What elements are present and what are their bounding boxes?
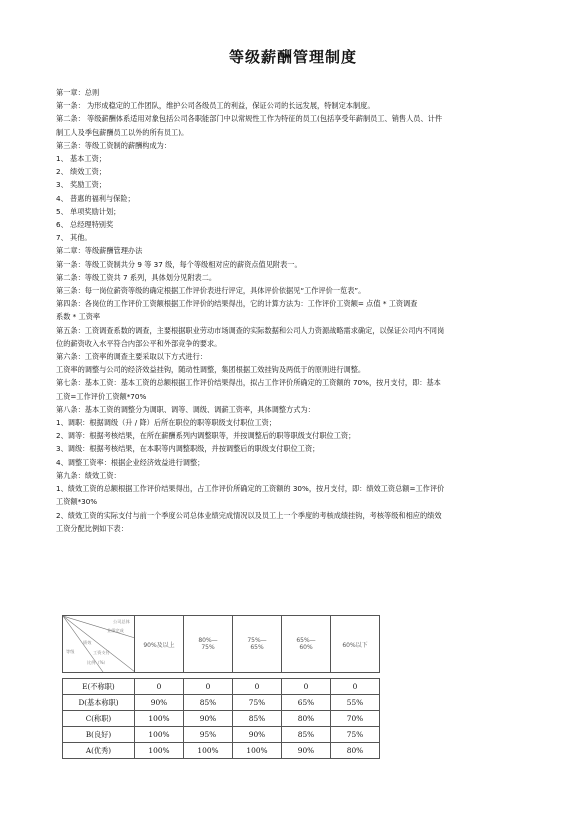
table-cell: 80% <box>331 743 380 759</box>
table-row <box>63 695 380 711</box>
table-cell: 55% <box>331 695 380 711</box>
table-cell: 0 <box>233 679 282 695</box>
body-line: 1、绩效工资的总额根据工作评价结果得出，占工作评价所确定的工资额的 30%，按月支付，即：绩效工资总额=工作评价 <box>56 484 445 494</box>
body-line: 7、 其他。 <box>56 233 92 243</box>
body-line: 第一条： 为形成稳定的工作团队，维护公司各级员工的利益，保证公司的长远发展，特制定本制度。 <box>56 101 375 111</box>
grade-label: B(良好) <box>63 727 135 743</box>
table-cell: 80% <box>282 711 331 727</box>
document-body <box>56 86 532 535</box>
diag-label: 等级 <box>66 649 75 654</box>
body-line: 1、 基本工资； <box>56 154 106 164</box>
body-line: 1、调职：根据调级（升 / 降）后所在职位的职等职级支付职位工资； <box>56 418 277 428</box>
body-line: 第一章：总则 <box>56 88 100 97</box>
body-line: 工资额*30% <box>56 497 98 507</box>
column-header: 60%以下 <box>331 616 380 673</box>
table-cell: 100% <box>184 743 233 759</box>
table-cell: 0 <box>135 679 184 695</box>
table-cell: 100% <box>233 743 282 759</box>
body-line: 位的薪资收入水平符合内部公平和外部竞争的要求。 <box>56 338 222 348</box>
table-cell: 100% <box>135 727 184 743</box>
body-line: 第九条：绩效工资： <box>56 470 121 480</box>
table-cell: 75% <box>331 727 380 743</box>
table-header-row <box>63 616 380 673</box>
body-line: 第八条：基本工资的调整分为调职、调等、调级、调薪工资率，具体调整方式为： <box>56 404 315 414</box>
diagonal-header-cell <box>63 616 135 673</box>
table-cell: 90% <box>233 727 282 743</box>
table-cell: 85% <box>282 727 331 743</box>
column-header: 90%及以上 <box>135 616 184 673</box>
table-row <box>63 743 380 759</box>
diag-label: 业绩完成 <box>107 628 124 633</box>
body-line: 5、 单项奖励计划； <box>56 206 121 216</box>
body-line: 4、 普惠的福利与保险； <box>56 193 135 203</box>
table-row <box>63 727 380 743</box>
body-line: 第二章：等级薪酬管理办法 <box>56 246 143 256</box>
table-cell: 75% <box>233 695 282 711</box>
column-header: 80%— 75% <box>184 616 233 673</box>
body-line: 第二条： 等级薪酬体系适用对象包括公司各职能部门中以常规性工作为特征的员工(包括享受年薪制员工、销售人员、计件 <box>56 114 443 124</box>
performance-pay-table <box>62 615 380 759</box>
diag-label: 工资支付 <box>93 650 110 655</box>
body-line: 制工人及季包薪酬员工以外的所有员工)。 <box>56 127 189 137</box>
body-line: 第二条：等级工资共 7 系列，具体划分见附表二。 <box>56 272 217 282</box>
table-row <box>63 711 380 727</box>
body-line: 系数 * 工资率 <box>56 312 101 322</box>
body-line: 第六条：工资率的调查主要采取以下方式进行： <box>56 352 207 362</box>
table-row <box>63 679 380 695</box>
body-line: 3、调级：根据考核结果，在本职等内调整职级，并按调整后的职级支付职位工资； <box>56 444 320 454</box>
table-cell: 90% <box>282 743 331 759</box>
body-line: 第三条：等级工资制的薪酬构成为： <box>56 140 172 150</box>
body-line: 6、 总经理特别奖 <box>56 220 114 230</box>
body-line: 第七条：基本工资：基本工资的总额根据工作评价结果得出，拟占工作评价所确定的工资额的 70%，按月支付，即：基本 <box>56 378 441 388</box>
grade-label: E(不称职) <box>63 679 135 695</box>
grade-label: D(基本称职) <box>63 695 135 711</box>
diag-label: 绩效 <box>83 640 92 645</box>
grade-label: C(称职) <box>63 711 135 727</box>
table-cell: 95% <box>184 727 233 743</box>
body-line: 第一条：等级工资制共分 9 等 37 级，每个等级相对应的薪资点值见附表一。 <box>56 259 302 269</box>
body-line: 3、 奖励工资； <box>56 180 106 190</box>
body-line: 工资=工作评价工资额*70% <box>56 391 147 401</box>
table-cell: 90% <box>184 711 233 727</box>
table-cell: 100% <box>135 743 184 759</box>
document-title: 等级薪酬管理制度 <box>228 48 357 66</box>
table-cell: 100% <box>135 711 184 727</box>
body-line: 2、 绩效工资； <box>56 167 106 177</box>
body-line: 2、绩效工资的实际支付与前一个季度公司总体业绩完成情况以及员工上一个季度的考核成绩挂钩，考核等级和相应的绩效 <box>56 510 442 520</box>
body-line: 第三条：每一岗位薪资等级的确定根据工作评价表进行评定，具体评价依据见“工作评价一览表”。 <box>56 286 366 296</box>
body-line: 第四条：各岗位的工作评价工资额根据工作评价的结果得出，它的计算方法为：工作评价工资额= 点值 * 工资调查 <box>56 299 418 309</box>
table-cell: 85% <box>184 695 233 711</box>
table-cell: 0 <box>282 679 331 695</box>
body-line: 工资率的调整与公司的经济效益挂钩，随动性调整，集团根据工效挂钩及两低于的原则进行调整。 <box>56 365 366 375</box>
table-cell: 90% <box>135 695 184 711</box>
body-line: 第五条：工资调查系数的调查，主要根据职业劳动市场调查的实际数据和公司人力资源战略需求确定，以保证公司内不同岗 <box>56 325 445 335</box>
body-line: 4、调整工资率：根据企业经济效益进行调整； <box>56 457 205 467</box>
table-cell: 70% <box>331 711 380 727</box>
table-cell: 85% <box>233 711 282 727</box>
diag-label: 比例（%） <box>87 660 108 665</box>
table-cell: 0 <box>184 679 233 695</box>
column-header: 65%— 60% <box>282 616 331 673</box>
column-header: 75%— 65% <box>233 616 282 673</box>
table-cell: 0 <box>331 679 380 695</box>
diag-label: 公司总体 <box>113 619 130 624</box>
body-line: 工资分配比例如下表： <box>56 523 128 533</box>
grade-label: A(优秀) <box>63 743 135 759</box>
body-line: 2、调等：根据考核结果，在所在薪酬系列内调整职等，并按调整后的职等职级支付职位工资； <box>56 431 356 441</box>
table-cell: 65% <box>282 695 331 711</box>
